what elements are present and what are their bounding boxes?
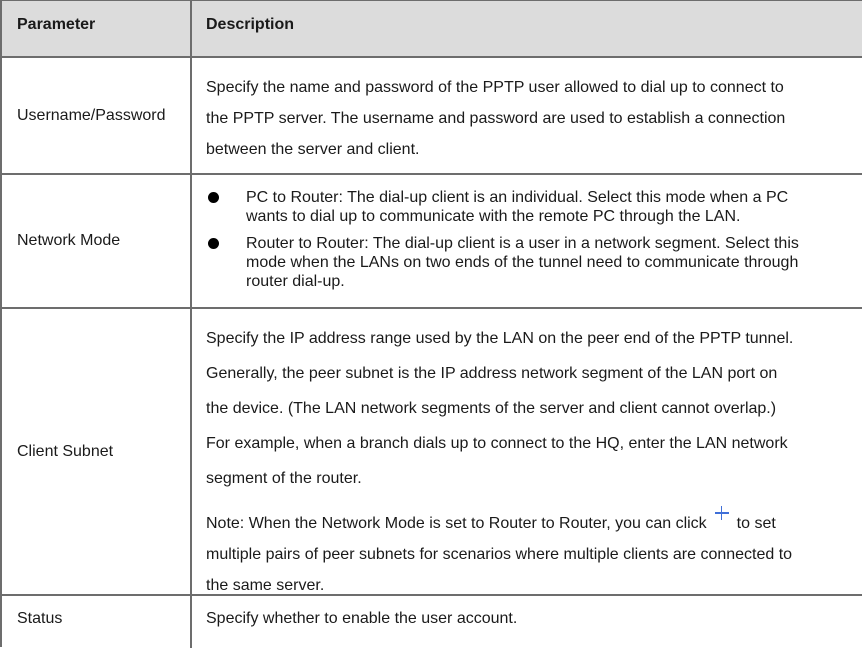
bullet-text [246,188,788,226]
desc-status: Specify whether to enable the user account. [206,610,518,627]
table-header-row [2,1,862,58]
desc-network-mode [192,175,862,307]
note-text-after: to set [736,515,776,532]
bullet-line: mode when the LANs on two ends of the tunnel need to communicate through [246,254,799,271]
param-network-mode: Network Mode [2,175,192,307]
desc-line: segment of the router. [206,470,362,487]
table-row-username-password [2,58,862,175]
desc-line: between the server and client. [206,141,420,158]
desc-line: Generally, the peer subnet is the IP address network segment of the LAN port on [206,365,778,382]
plus-icon [715,506,729,520]
table-row-client-subnet [2,309,862,596]
bullet-text [246,234,799,291]
bullet-icon [206,234,246,291]
desc-line: multiple pairs of peer subnets for scenarios where multiple clients are connected to [206,546,793,563]
desc-line: Specify the IP address range used by the LAN on the peer end of the PPTP tunnel. [206,330,794,347]
note-line [206,508,848,539]
bullet-line: Router to Router: The dial-up client is a user in a network segment. Select this [246,235,799,252]
desc-username-password [192,58,862,173]
bullet-line: wants to dial up to communicate with the remote PC through the LAN. [246,208,741,225]
desc-line: Specify the name and password of the PPTP user allowed to dial up to connect to [206,79,784,96]
bullet-item-router-to-router [206,234,848,291]
desc-line: the PPTP server. The username and password are used to establish a connection [206,110,786,127]
table-row-status [2,596,862,648]
bullet-item-pc-to-router [206,188,848,226]
param-status: Status [2,596,192,648]
table-row-network-mode [2,175,862,309]
desc-client-subnet [192,309,862,594]
header-description: Description [206,16,295,33]
param-username-password: Username/Password [2,58,192,173]
bullet-icon [206,188,246,226]
desc-line: the device. (The LAN network segments of the server and client cannot overlap.) [206,400,777,417]
bullet-line: router dial-up. [246,273,345,290]
desc-line: For example, when a branch dials up to connect to the HQ, enter the LAN network [206,435,788,452]
header-parameter: Parameter [2,1,192,56]
param-client-subnet: Client Subnet [2,309,192,594]
bullet-line: PC to Router: The dial-up client is an individual. Select this mode when a PC [246,189,789,206]
note-text-before: Note: When the Network Mode is set to Router to Router, you can click [206,515,707,532]
desc-line: the same server. [206,577,325,594]
